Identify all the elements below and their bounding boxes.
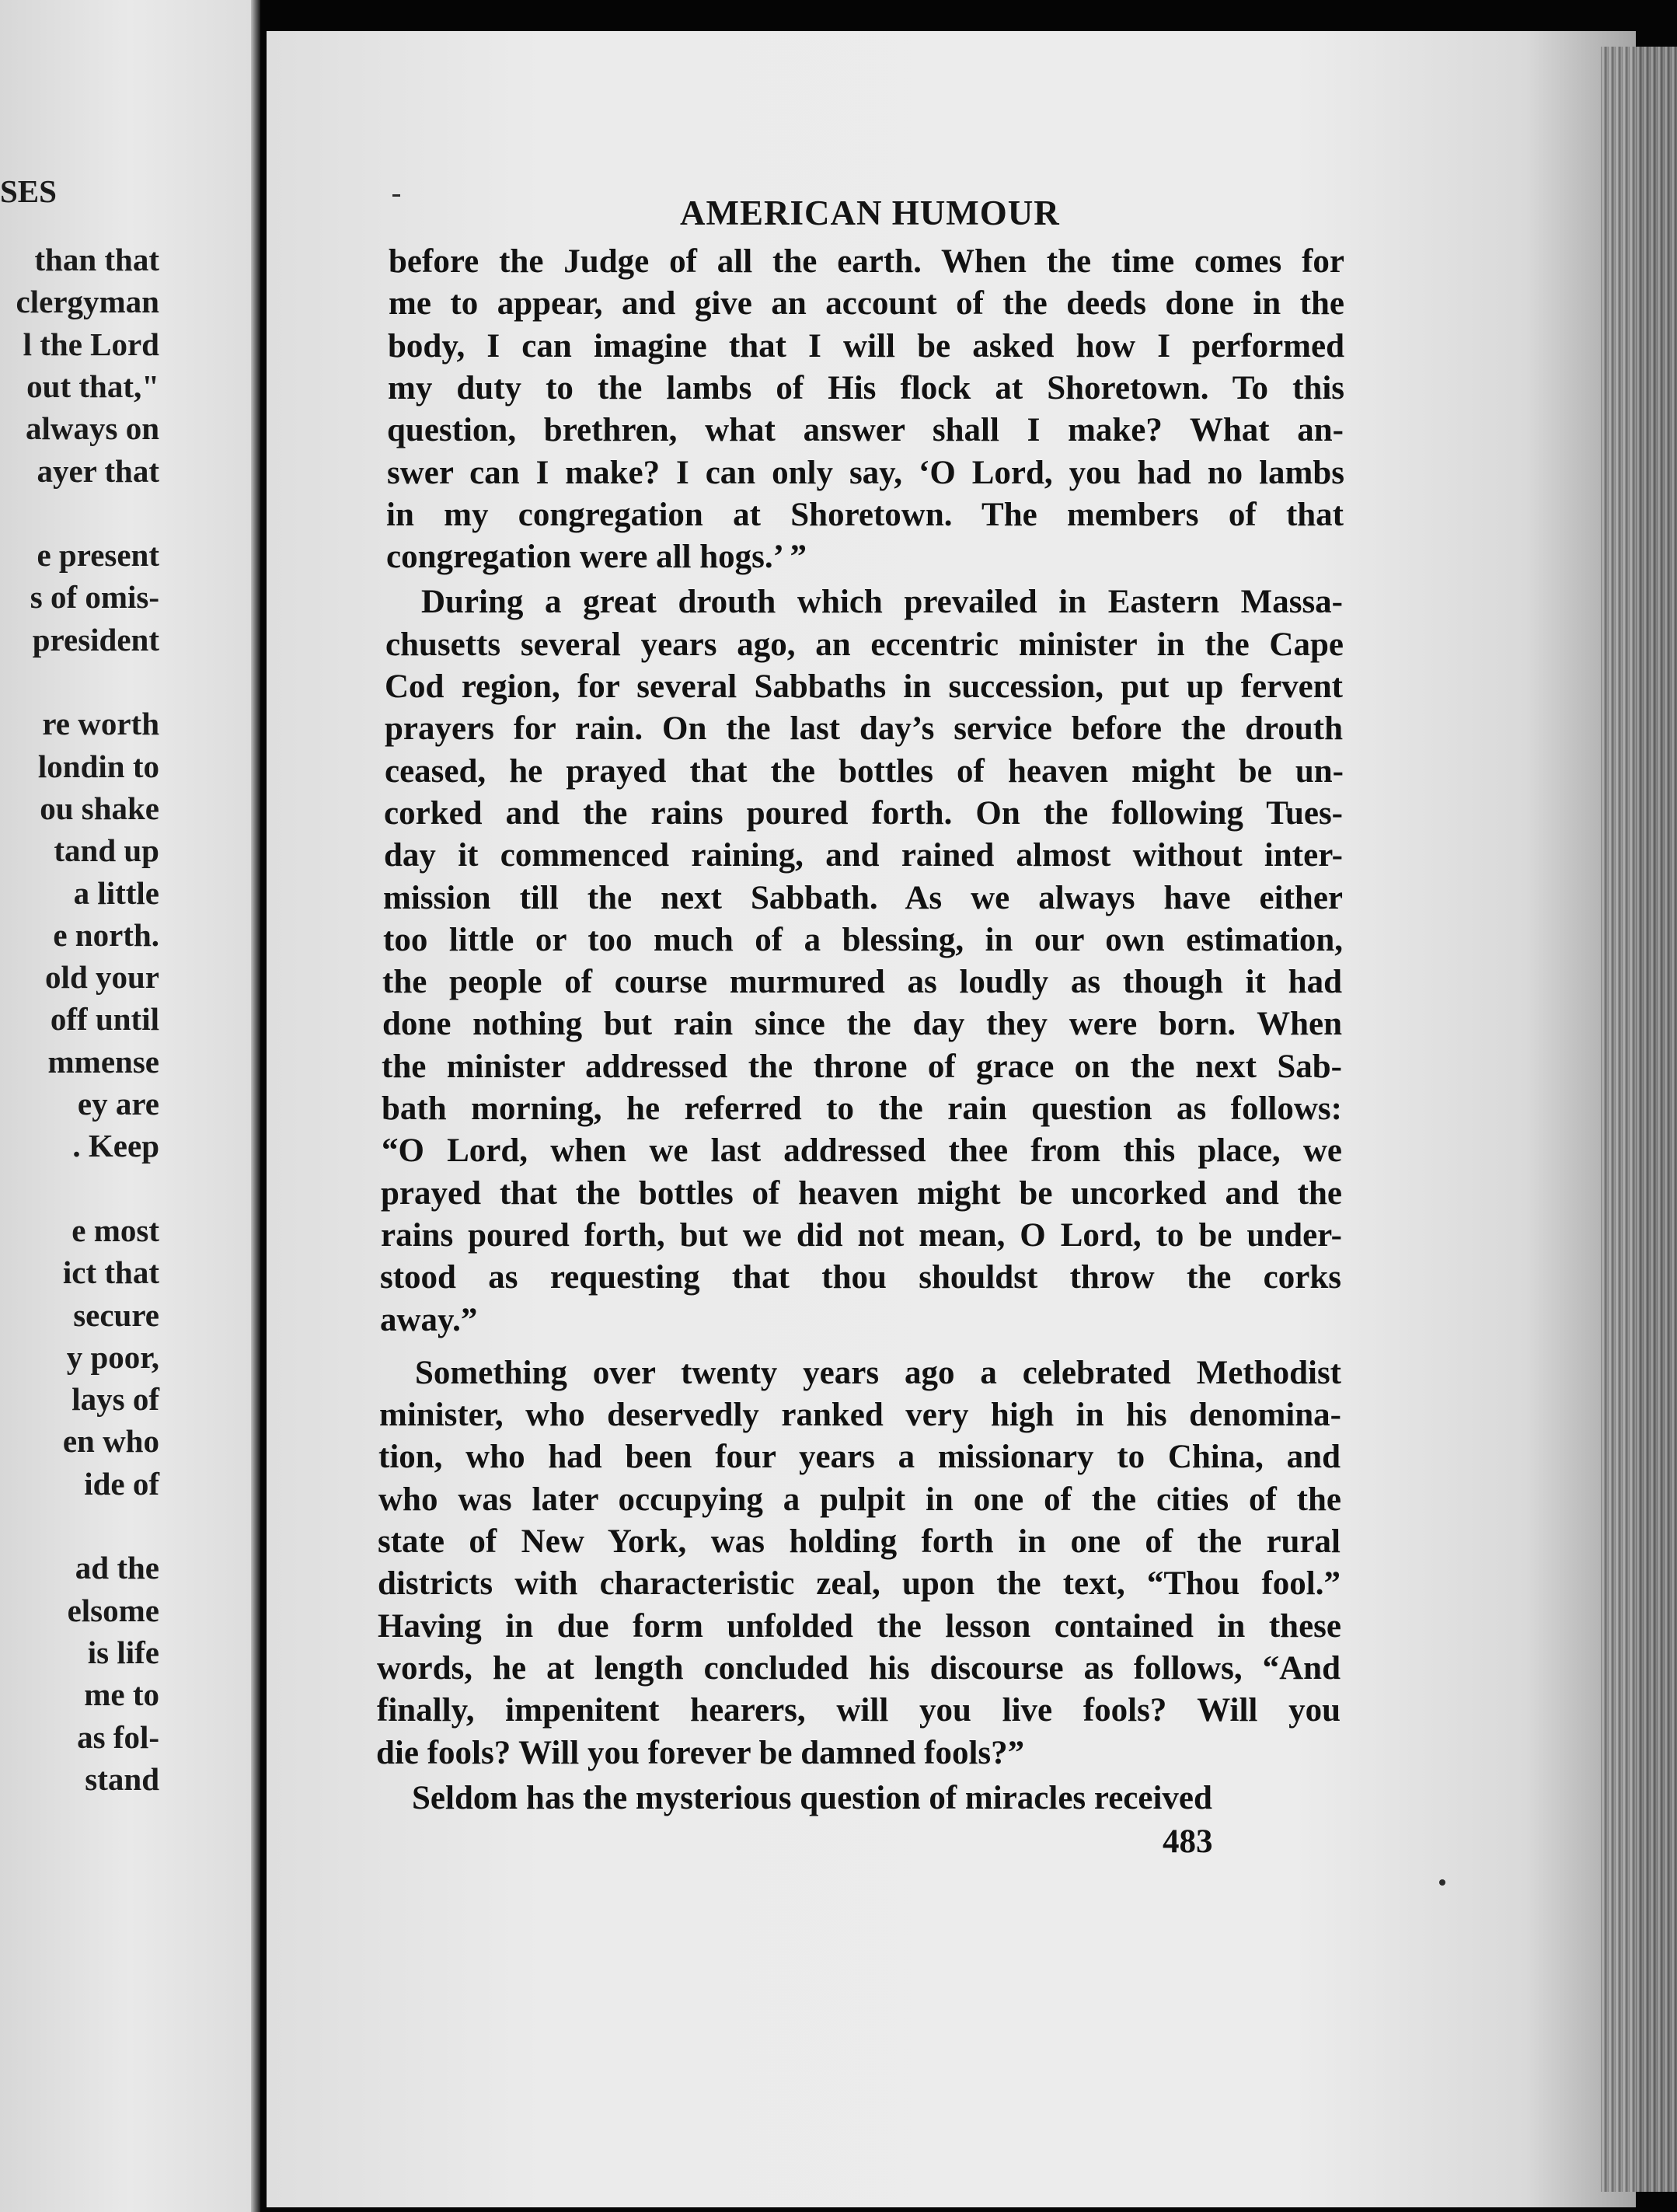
left-page-line: l the Lord	[23, 326, 159, 362]
text-line: finally, impenitent hearers, will you live fools? Will you	[377, 1692, 1341, 1729]
text-line: die fools? Will you forever be damned fools?”	[376, 1734, 1025, 1771]
left-page-line: me to	[84, 1676, 159, 1713]
left-page-line: always on	[25, 410, 159, 447]
text-line: me to appear, and give an account of the deeds done in the	[389, 285, 1344, 323]
text-line: During a great drouth which prevailed in Eastern Massa-	[421, 584, 1343, 621]
book-gutter	[251, 0, 260, 2212]
left-page-line: secure	[73, 1296, 159, 1333]
text-line: stood as requesting that thou shouldst throw the corks	[380, 1259, 1341, 1296]
text-line: Cod region, for several Sabbaths in succession, put up fervent	[385, 668, 1343, 705]
text-line: away.”	[380, 1301, 478, 1338]
text-line: words, he at length concluded his discourse as follows, “And	[377, 1649, 1341, 1687]
text-line: corked and the rains poured forth. On the following Tues-	[384, 794, 1343, 832]
text-line: districts with characteristic zeal, upon the text, “Thou fool.”	[378, 1565, 1341, 1603]
left-page-line: old your	[45, 959, 159, 996]
left-page-line: stand	[85, 1760, 159, 1797]
left-page-line: y poor,	[66, 1338, 159, 1375]
text-line: day it commenced raining, and rained almost without inter-	[384, 837, 1343, 874]
text-line: the people of course murmured as loudly as though it had	[382, 964, 1342, 1001]
text-line: the minister addressed the throne of grace on the next Sab-	[382, 1048, 1342, 1085]
left-page-line: elsome	[67, 1592, 159, 1628]
text-line: Something over twenty years ago a celebrated Methodist	[415, 1354, 1341, 1391]
left-page-line: is life	[87, 1634, 159, 1670]
text-line: Having in due form unfolded the lesson contained in these	[378, 1607, 1341, 1645]
text-line: mission till the next Sabbath. As we always have either	[383, 879, 1343, 916]
text-line: swer can I make? I can only say, ‘O Lord, you had no lambs	[387, 454, 1344, 491]
left-page-line: ayer that	[37, 452, 159, 489]
page-number: 483	[1163, 1823, 1213, 1860]
left-page-fragment	[0, 0, 260, 2212]
left-page-line: lays of	[71, 1381, 159, 1418]
left-page-line: londin to	[37, 748, 159, 784]
left-page-line: ad the	[75, 1550, 159, 1586]
text-line: chusetts several years ago, an eccentric minister in the Cape	[385, 626, 1344, 663]
text-line: who was later occupying a pulpit in one of the cities of the	[378, 1481, 1341, 1518]
text-line: Seldom has the mysterious question of miracles received	[412, 1779, 1212, 1816]
text-line: before the Judge of all the earth. When the time comes for	[389, 243, 1344, 280]
left-page-line: e present	[37, 537, 159, 574]
page-edge-stack	[1601, 47, 1677, 2192]
left-page-line: re worth	[42, 706, 159, 742]
left-page-line: ict that	[62, 1254, 159, 1291]
text-line: prayed that the bottles of heaven might be uncorked and the	[381, 1174, 1342, 1212]
text-line: congregation were all hogs.’ ”	[386, 539, 807, 576]
left-page-line: e most	[71, 1212, 159, 1248]
left-page-line: clergyman	[16, 284, 159, 320]
text-line: tion, who had been four years a missionary to China, and	[378, 1439, 1341, 1476]
print-speck	[392, 194, 400, 197]
text-line: question, brethren, what answer shall I make? What an-	[387, 412, 1344, 449]
text-line: body, I can imagine that I will be asked how I performed	[388, 327, 1344, 365]
left-page-line: than that	[34, 242, 159, 277]
text-line: “O Lord, when we last addressed thee from this place, we	[382, 1132, 1342, 1170]
left-page-line: e north.	[53, 916, 159, 953]
left-page-line: . Keep	[72, 1128, 159, 1164]
left-page-line: ey are	[77, 1086, 159, 1122]
left-page-line: out that,"	[26, 368, 159, 404]
running-header: AMERICAN HUMOUR	[680, 194, 1060, 232]
text-line: done nothing but rain since the day they were born. When	[382, 1006, 1342, 1043]
print-speck	[1439, 1879, 1445, 1886]
text-line: prayers for rain. On the last day’s service before the drouth	[385, 710, 1343, 748]
text-line: bath morning, he referred to the rain question as follows:	[382, 1090, 1342, 1127]
left-page-line: a little	[73, 874, 159, 911]
left-page-header: SES	[0, 173, 57, 209]
text-line: minister, who deservedly ranked very high in his denomina-	[379, 1397, 1341, 1434]
left-page-line: as fol-	[77, 1718, 159, 1755]
text-line: ceased, he prayed that the bottles of heaven might be un-	[385, 752, 1344, 790]
left-page-line: mmense	[47, 1043, 159, 1080]
text-line: rains poured forth, but we did not mean, O Lord, to be under-	[381, 1216, 1342, 1254]
left-page-line: en who	[62, 1423, 159, 1460]
left-page-line: ide of	[84, 1465, 159, 1502]
left-page-line: tand up	[54, 832, 159, 869]
text-line: state of New York, was holding forth in one of the rural	[378, 1523, 1341, 1560]
left-page-line: off until	[50, 1001, 159, 1038]
left-page-line: president	[32, 621, 159, 658]
left-page-line: ou shake	[40, 790, 159, 826]
text-line: my duty to the lambs of His flock at Shoretown. To this	[388, 369, 1344, 406]
left-page-line: s of omis-	[30, 579, 159, 616]
text-line: too little or too much of a blessing, in our own estimation,	[383, 921, 1343, 958]
text-line: in my congregation at Shoretown. The members of that	[386, 496, 1344, 533]
